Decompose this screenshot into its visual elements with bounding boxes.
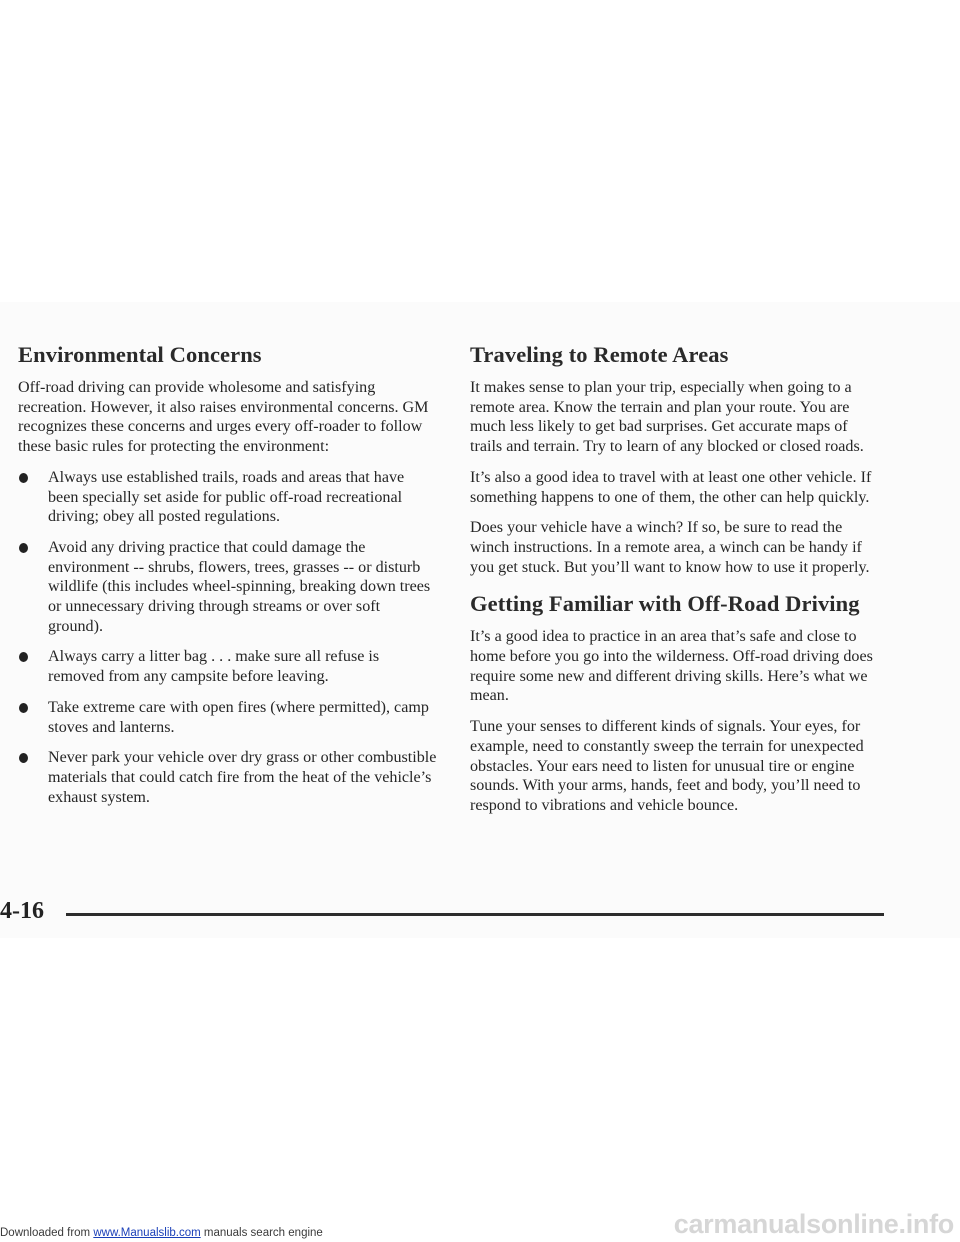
- watermark-suffix: manuals search engine: [200, 1227, 323, 1239]
- right-column: [470, 342, 882, 827]
- list-item: [18, 748, 438, 807]
- heading-traveling-remote-areas: Traveling to Remote Areas: [470, 342, 729, 367]
- list-item: [18, 468, 438, 527]
- list-item-text: Always carry a litter bag . . . make sure all refuse is removed from any campsite before leaving.: [48, 648, 380, 686]
- paragraph-practice: It’s a good idea to practice in an area that’s safe and close to home before you go into the wilderness. Off-road driving does require some new and different driving skills. Here’s what we mean.: [470, 628, 873, 705]
- list-item-text: Always use established trails, roads and areas that have been specially set aside for public off-road recreational driving; obey all posted regulations.: [48, 468, 405, 526]
- download-watermark: [0, 1226, 323, 1240]
- bullet-icon: [19, 753, 28, 763]
- footer-rule: [66, 913, 884, 916]
- intro-paragraph: Off-road driving can provide wholesome and satisfying recreation. However, it also raises environmental concerns. GM recognizes these concerns and urges every off-roader to follow these basic rules for protecting the environment:: [18, 379, 429, 456]
- left-column: [18, 342, 438, 818]
- paragraph-senses: Tune your senses to different kinds of signals. Your eyes, for example, need to constantly sweep the terrain for unexpected obstacles. Your ears need to listen for unusual tire or engine sounds. With your arms, hands, feet and body, you’ll need to respond to vibrations and vehicle bounce.: [470, 718, 864, 814]
- list-item-text: Never park your vehicle over dry grass or other combustible materials that could catch fire from the heat of the vehicle’s exhaust system.: [48, 749, 437, 806]
- bullet-icon: [19, 703, 28, 713]
- heading-getting-familiar: Getting Familiar with Off-Road Driving: [470, 591, 860, 617]
- bullet-icon: [19, 473, 28, 483]
- manual-page: [0, 302, 960, 938]
- bullet-icon: [19, 652, 28, 662]
- watermark-prefix: Downloaded from: [0, 1227, 94, 1239]
- list-item: [18, 647, 438, 686]
- paragraph-plan-trip: It makes sense to plan your trip, especially when going to a remote area. Know the terrain and plan your route. You are much less likely to get bad surprises. Get accurate maps of trails and terrain. Try to learn of any blocked or closed roads.: [470, 379, 864, 456]
- list-item-text: Avoid any driving practice that could damage the environment -- shrubs, flowers, trees, grasses -- or disturb wildlife (this includes wheel-spinning, breaking down trees or unnecessary driving through streams or over soft ground).: [48, 538, 431, 635]
- list-item-text: Take extreme care with open fires (where permitted), camp stoves and lanterns.: [48, 698, 429, 736]
- paragraph-other-vehicle: It’s also a good idea to travel with at least one other vehicle. If something happens to one of them, the other can help quickly.: [470, 468, 872, 506]
- heading-environmental-concerns: Environmental Concerns: [18, 342, 262, 367]
- environment-rules-list: [18, 468, 438, 808]
- paragraph-winch: Does your vehicle have a winch? If so, be sure to read the winch instructions. In a remote area, a winch can be handy if you get stuck. But you’ll want to know how to use it properly.: [470, 519, 870, 576]
- list-item: [18, 698, 438, 737]
- list-item: [18, 538, 438, 637]
- site-watermark: carmanualsonline.info: [673, 1209, 954, 1239]
- page-number: 4-16: [0, 898, 44, 924]
- manualslib-link[interactable]: www.Manualslib.com: [93, 1227, 201, 1239]
- bullet-icon: [19, 543, 28, 553]
